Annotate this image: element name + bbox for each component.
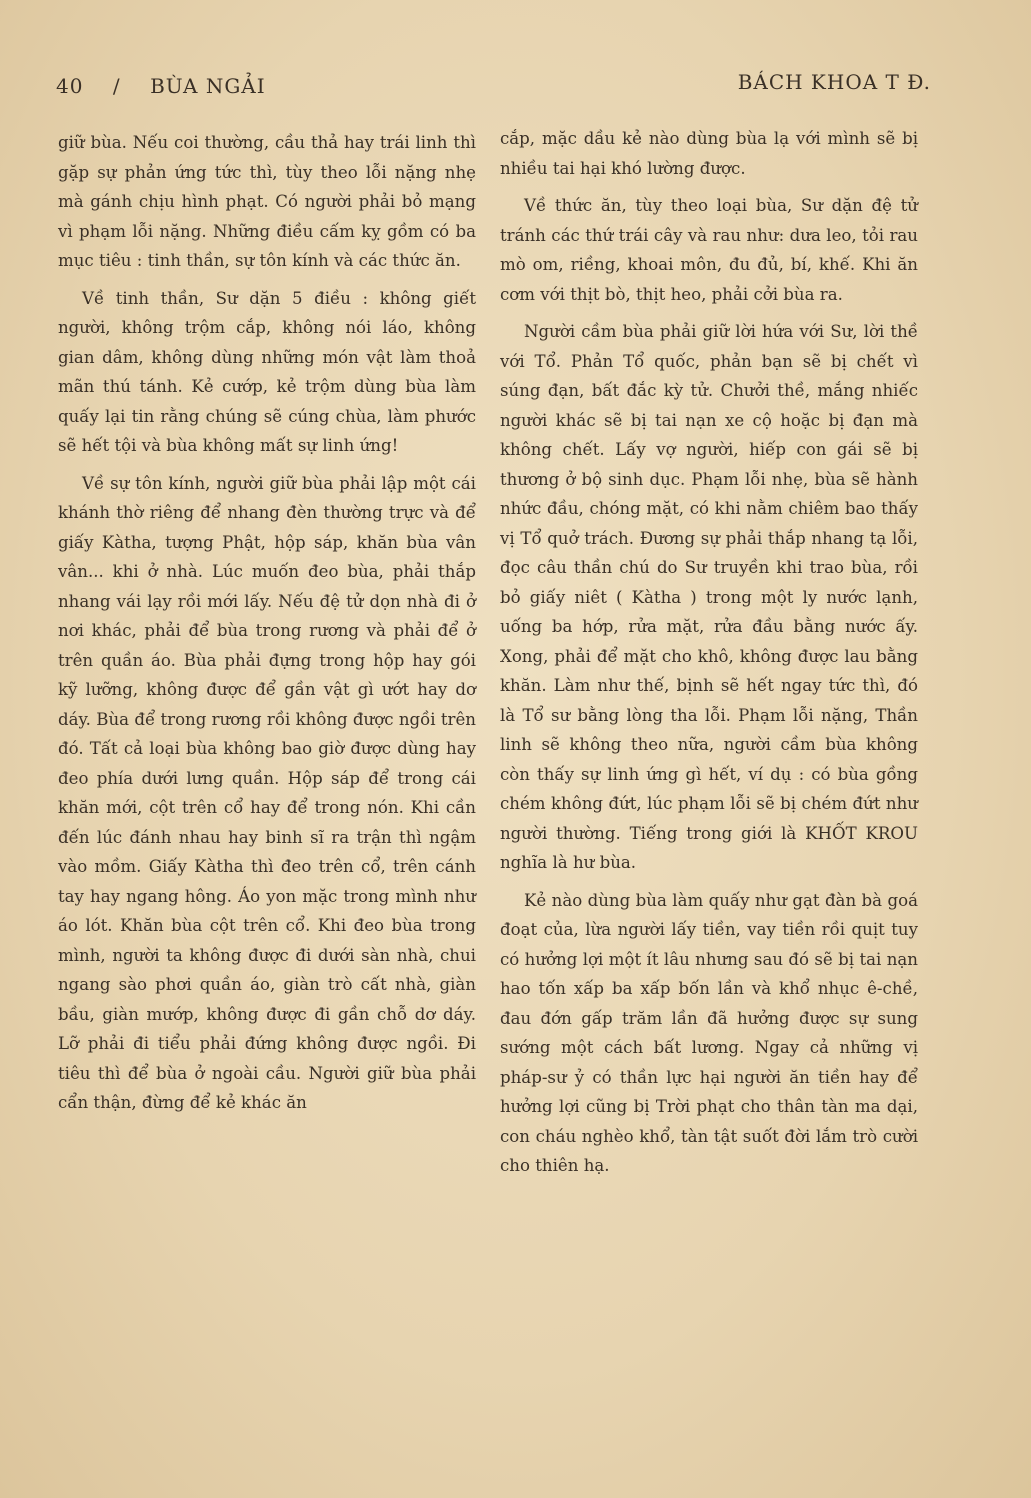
section-title: BÙA NGẢI [150, 74, 266, 98]
header-separator: / [112, 74, 121, 98]
page-header [56, 70, 931, 104]
paragraph: cắp, mặc dầu kẻ nào dùng bùa lạ với mình sẽ bị nhiều tai hại khó lường được. [500, 129, 918, 178]
paragraph: Người cầm bùa phải giữ lời hứa với Sư, lời thề với Tổ. Phản Tổ quốc, phản bạn sẽ bị chết vì súng đạn, bất đắc kỳ tử. Chưởi thề, mắng nhiếc người khác sẽ bị tai nạn xe cộ hoặc bị đạn mà không chết. Lấy vợ người, hiếp con gái sẽ bị thương ở bộ sinh dục. Phạm lỗi nhẹ, bùa sẽ hành nhức đầu, chóng mặt, có khi nằm chiêm bao thấy vị Tổ quở trách. Đương sự phải thắp nhang tạ lỗi, đọc câu thần chú do Sư truyền khi trao bùa, rồi bỏ giấy niêt ( Kàtha ) trong một ly nước lạnh, uống ba hớp, rửa mặt, rửa đầu bằng nước ấy. Xong, phải để mặt cho khô, không được lau bằng khăn. Làm như thế, bịnh sẽ hết ngay tức thì, đó là Tổ sư bằng lòng tha lỗi. Phạm lỗi nặng, Thần linh sẽ không theo nữa, người cầm bùa không còn thấy sự linh ứng gì hết, ví dụ : có bùa gồng chém không đứt, lúc phạm lỗi sẽ bị chém đứt như người thường. Tiếng trong giới là KHỐT KROU nghĩa là hư bùa. [500, 322, 918, 872]
paragraph: Về sự tôn kính, người giữ bùa phải lập một cái khánh thờ riêng để nhang đèn thường trực và để giấy Kàtha, tượng Phật, hộp sáp, khăn bùa vân vân... khi ở nhà. Lúc muốn đeo bùa, phải thắp nhang vái lạy rồi mới lấy. Nếu đệ tử dọn nhà đi ở nơi khác, phải để bùa trong rương và phải để ở trên quần áo. Bùa phải đựng trong hộp hay gói kỹ lưỡng, không được để gần vật gì ướt hay dơ dáy. Bùa để trong rương rồi không được ngồi trên đó. Tất cả loại bùa không bao giờ được dùng hay đeo phía dưới lưng quần. Hộp sáp để trong cái khăn mới, cột trên cổ hay để trong nón. Khi cần đến lúc đánh nhau hay binh sĩ ra trận thì ngậm vào mồm. Giấy Kàtha thì đeo trên cổ, trên cánh tay hay ngang hông. Áo yon mặc trong mình như áo lót. Khăn bùa cột trên cổ. Khi đeo bùa trong mình, người ta không được đi dưới sàn nhà, chui ngang sào phơi quần áo, giàn trò cất nhà, giàn bầu, giàn mướp, không được đi gần chỗ dơ dáy. Lỡ phải đi tiểu phải đứng không được ngồi. Đi tiêu thì để bùa ở ngoài cầu. Người giữ bùa phải cẩn thận, đừng để kẻ khác ăn [58, 473, 476, 1112]
header-left [56, 74, 266, 98]
right-column [500, 124, 918, 1181]
paragraph: giữ bùa. Nếu coi thường, cầu thả hay trái linh thì gặp sự phản ứng tức thì, tùy theo lỗi nặng nhẹ mà gánh chịu hình phạt. Có người phải bỏ mạng vì phạm lỗi nặng. Những điều cấm kỵ gồm có ba mục tiêu : tinh thần, sự tôn kính và các thức ăn. [58, 133, 476, 270]
header-right [738, 70, 931, 94]
left-column [58, 128, 476, 1118]
paragraph: Kẻ nào dùng bùa làm quấy như gạt đàn bà goá đoạt của, lừa người lấy tiền, vay tiền rồi quịt tuy có hưởng lợi một ít lâu nhưng sau đó sẽ bị tai nạn hao tốn xấp ba xấp bốn lần và khổ nhục ê-chề, đau đớn gấp trăm lần đã hưởng được sự sung sướng một cách bất lương. Ngay cả những vị pháp-sư ỷ có thần lực hại người ăn tiền hay để hưởng lợi cũng bị Trời phạt cho thân tàn ma dại, con cháu nghèo khổ, tàn tật suốt đời lắm trò cười cho thiên hạ. [500, 890, 918, 1175]
page-number: 40 [56, 74, 84, 98]
magazine-name: BÁCH KHOA T Đ. [737, 70, 931, 94]
paragraph: Về thức ăn, tùy theo loại bùa, Sư dặn đệ tử tránh các thứ trái cây và rau như: dưa leo, tỏi rau mò om, riềng, khoai môn, đu đủ, bí, khế. Khi ăn cơm với thịt bò, thịt heo, phải cởi bùa ra. [500, 196, 918, 304]
paragraph: Về tinh thần, Sư dặn 5 điều : không giết người, không trộm cắp, không nói láo, không gian dâm, không dùng những món vật làm thoả mãn thú tánh. Kẻ cướp, kẻ trộm dùng bùa làm quấy lại tin rằng chúng sẽ cúng chùa, làm phước sẽ hết tội và bùa không mất sự linh ứng! [58, 288, 476, 455]
